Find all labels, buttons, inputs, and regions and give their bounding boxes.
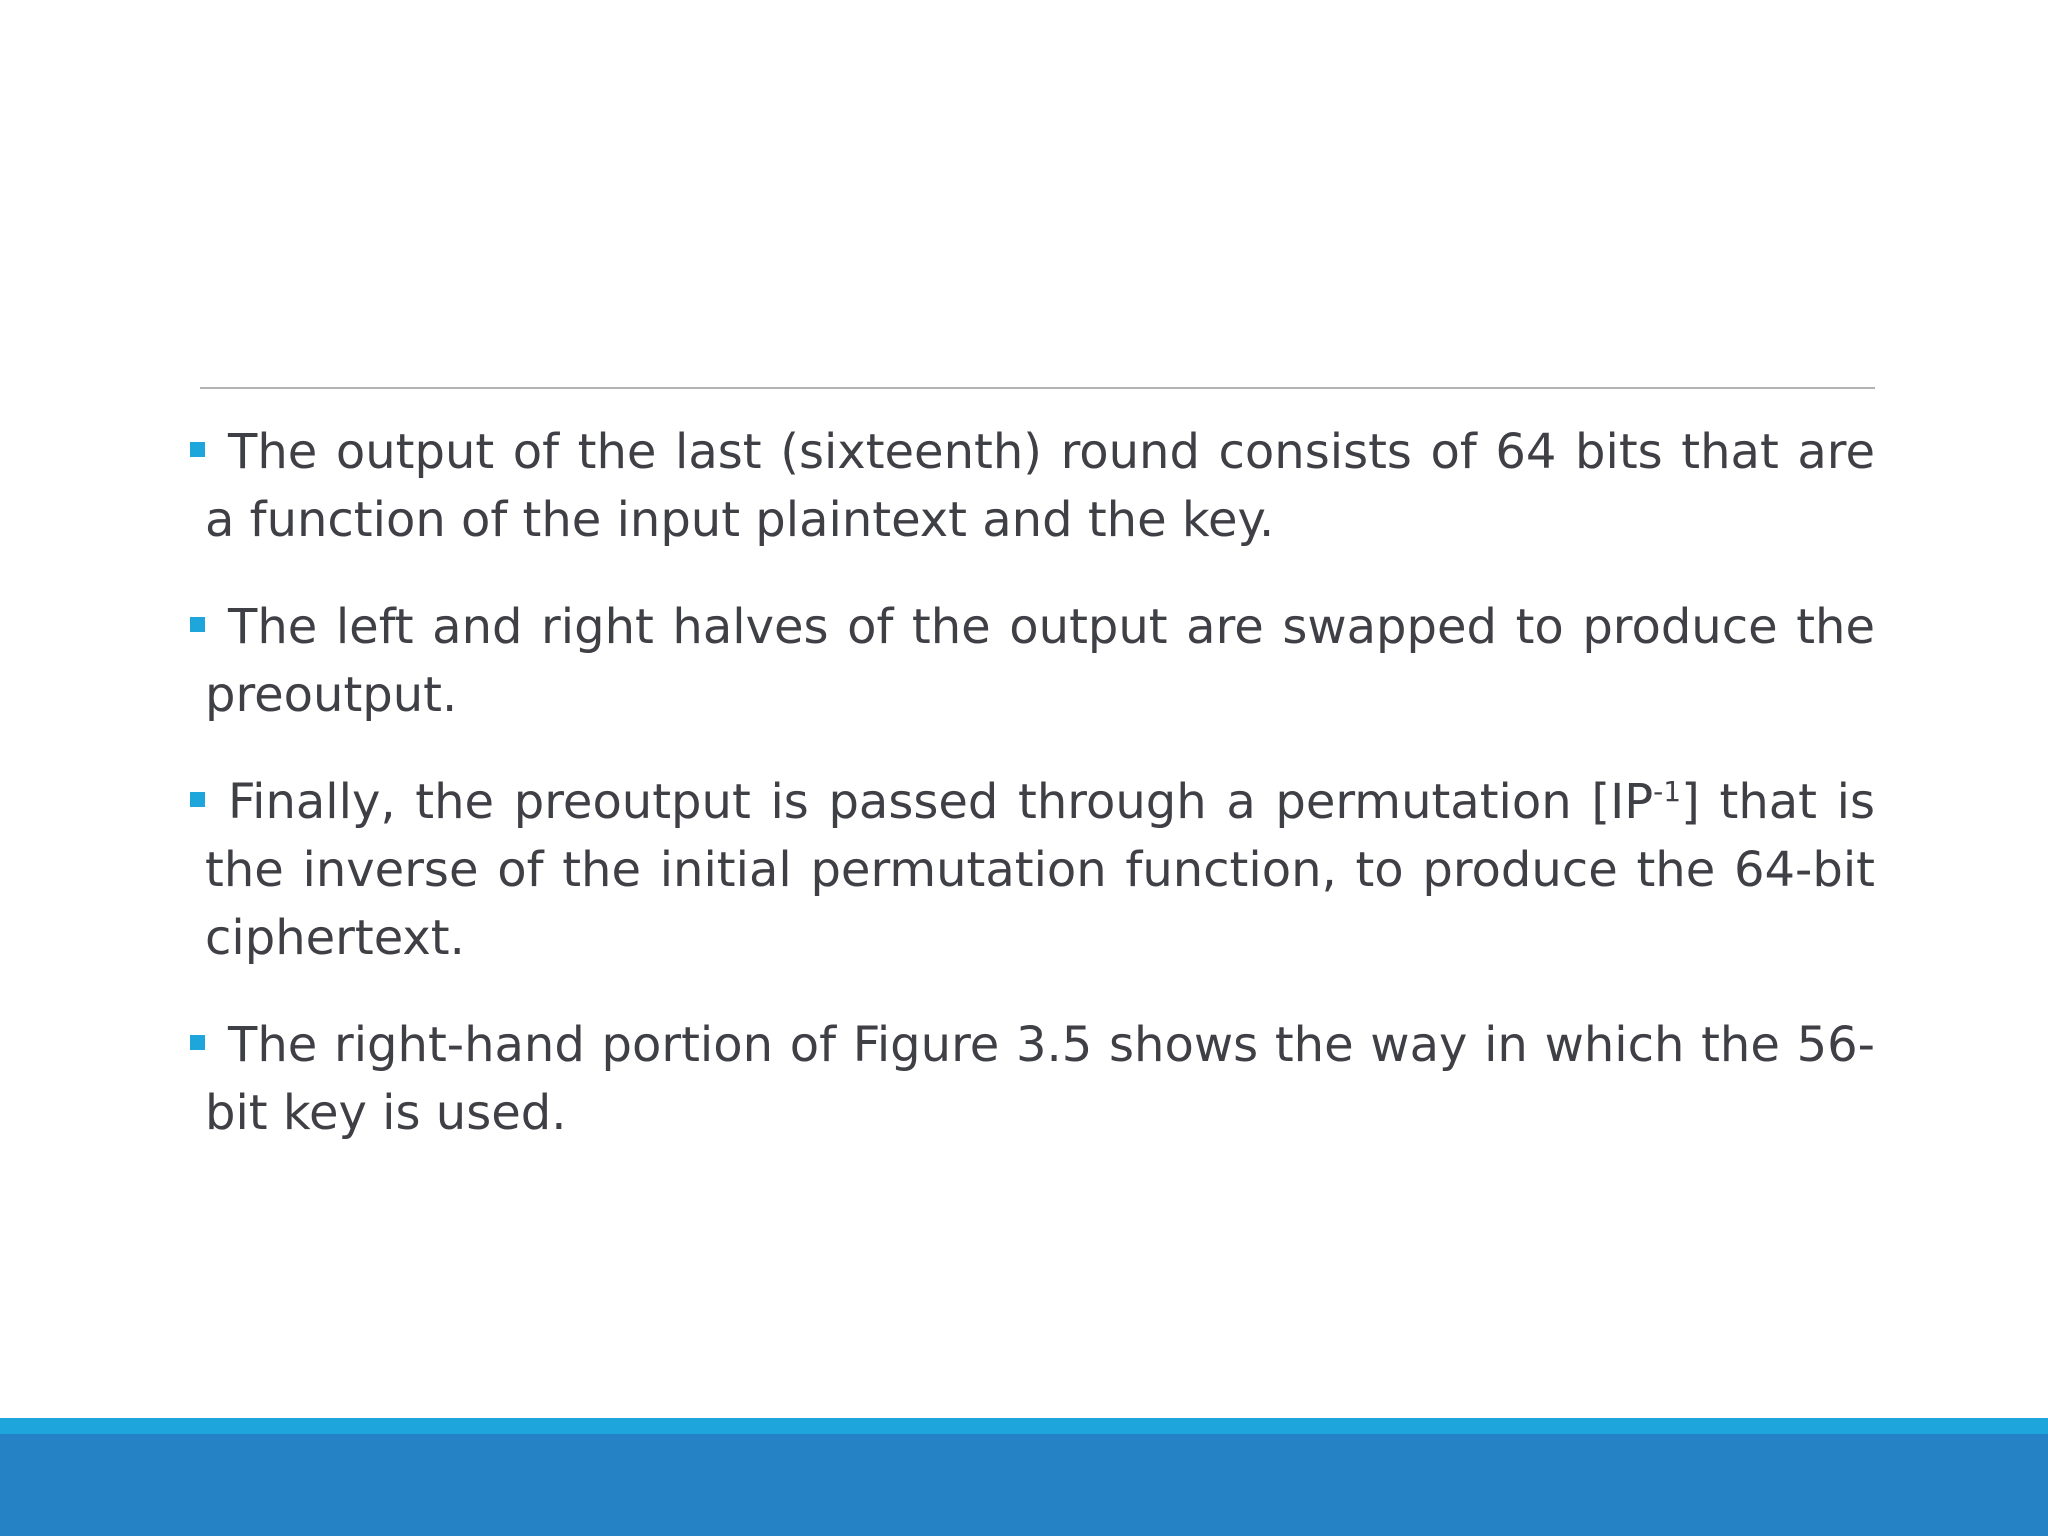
bullet-text-before: Finally, the preoutput is passed through a permutation [IP [228, 774, 1654, 830]
footer-bar [0, 1434, 2048, 1536]
bullet-text: The output of the last (sixteenth) round consists of 64 bits that are a function of the input plaintext and the key. [205, 424, 1875, 548]
bullet-item [190, 768, 1875, 972]
square-bullet-icon [190, 1035, 205, 1050]
bullet-item [190, 593, 1875, 729]
square-bullet-icon [190, 792, 205, 807]
footer-accent-stripe [0, 1418, 2048, 1434]
superscript: -1 [1653, 775, 1682, 808]
square-bullet-icon [190, 442, 205, 457]
bullet-item [190, 418, 1875, 554]
title-divider [200, 387, 1875, 389]
bullet-item [190, 1011, 1875, 1147]
bullet-list [190, 418, 1875, 1186]
bullet-text-after: ] that is the inverse of the initial permutation function, to produce the 64-bit ciphertext. [205, 774, 1875, 966]
bullet-text: The right-hand portion of Figure 3.5 shows the way in which the 56-bit key is used. [205, 1017, 1875, 1141]
bullet-text: The left and right halves of the output are swapped to produce the preoutput. [205, 599, 1875, 723]
bullet-text [205, 774, 1875, 966]
square-bullet-icon [190, 617, 205, 632]
